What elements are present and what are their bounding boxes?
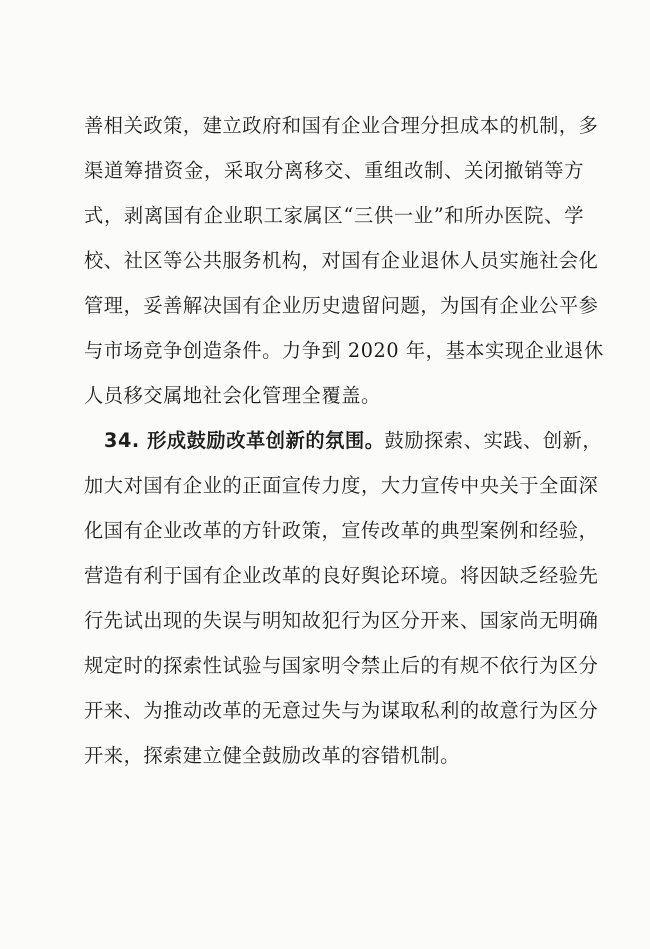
text-line (104, 427, 603, 455)
text-line: 式，剥离国有企业职工家属区“三供一业”和所办医院、学 (84, 204, 584, 227)
text-line: 营造有利于国有企业改革的良好舆论环境。将因缺乏经验先 (84, 564, 599, 587)
text-line: 与市场竞争创造条件。力争到 2020 年，基本实现企业退休 (84, 339, 604, 362)
text-run: 鼓励探索、实践、创新， (384, 429, 603, 452)
text-line: 管理，妥善解决国有企业历史遗留问题，为国有企业公平参 (84, 294, 599, 317)
text-line: 规定时的探索性试验与国家明令禁止后的有规不依行为区分 (84, 654, 599, 677)
text-line: 加大对国有企业的正面宣传力度，大力宣传中央关于全面深 (84, 474, 599, 497)
text-line: 人员移交属地社会化管理全覆盖。 (84, 384, 381, 407)
text-line: 化国有企业改革的方针政策，宣传改革的典型案例和经验， (84, 519, 599, 542)
text-line: 开来，探索建立健全鼓励改革的容错机制。 (84, 744, 460, 767)
text-line: 善相关政策，建立政府和国有企业合理分担成本的机制，多 (84, 114, 599, 137)
text-line: 行先试出现的失误与明知故犯行为区分开来、国家尚无明确 (84, 609, 599, 632)
section-heading-34: 34. 形成鼓励改革创新的氛围。 (104, 429, 385, 452)
text-line: 渠道筹措资金，采取分离移交、重组改制、关闭撤销等方 (84, 159, 584, 182)
text-line: 校、社区等公共服务机构，对国有企业退休人员实施社会化 (84, 249, 599, 272)
text-line: 开来、为推动改革的无意过失与为谋取私利的故意行为区分 (84, 699, 599, 722)
